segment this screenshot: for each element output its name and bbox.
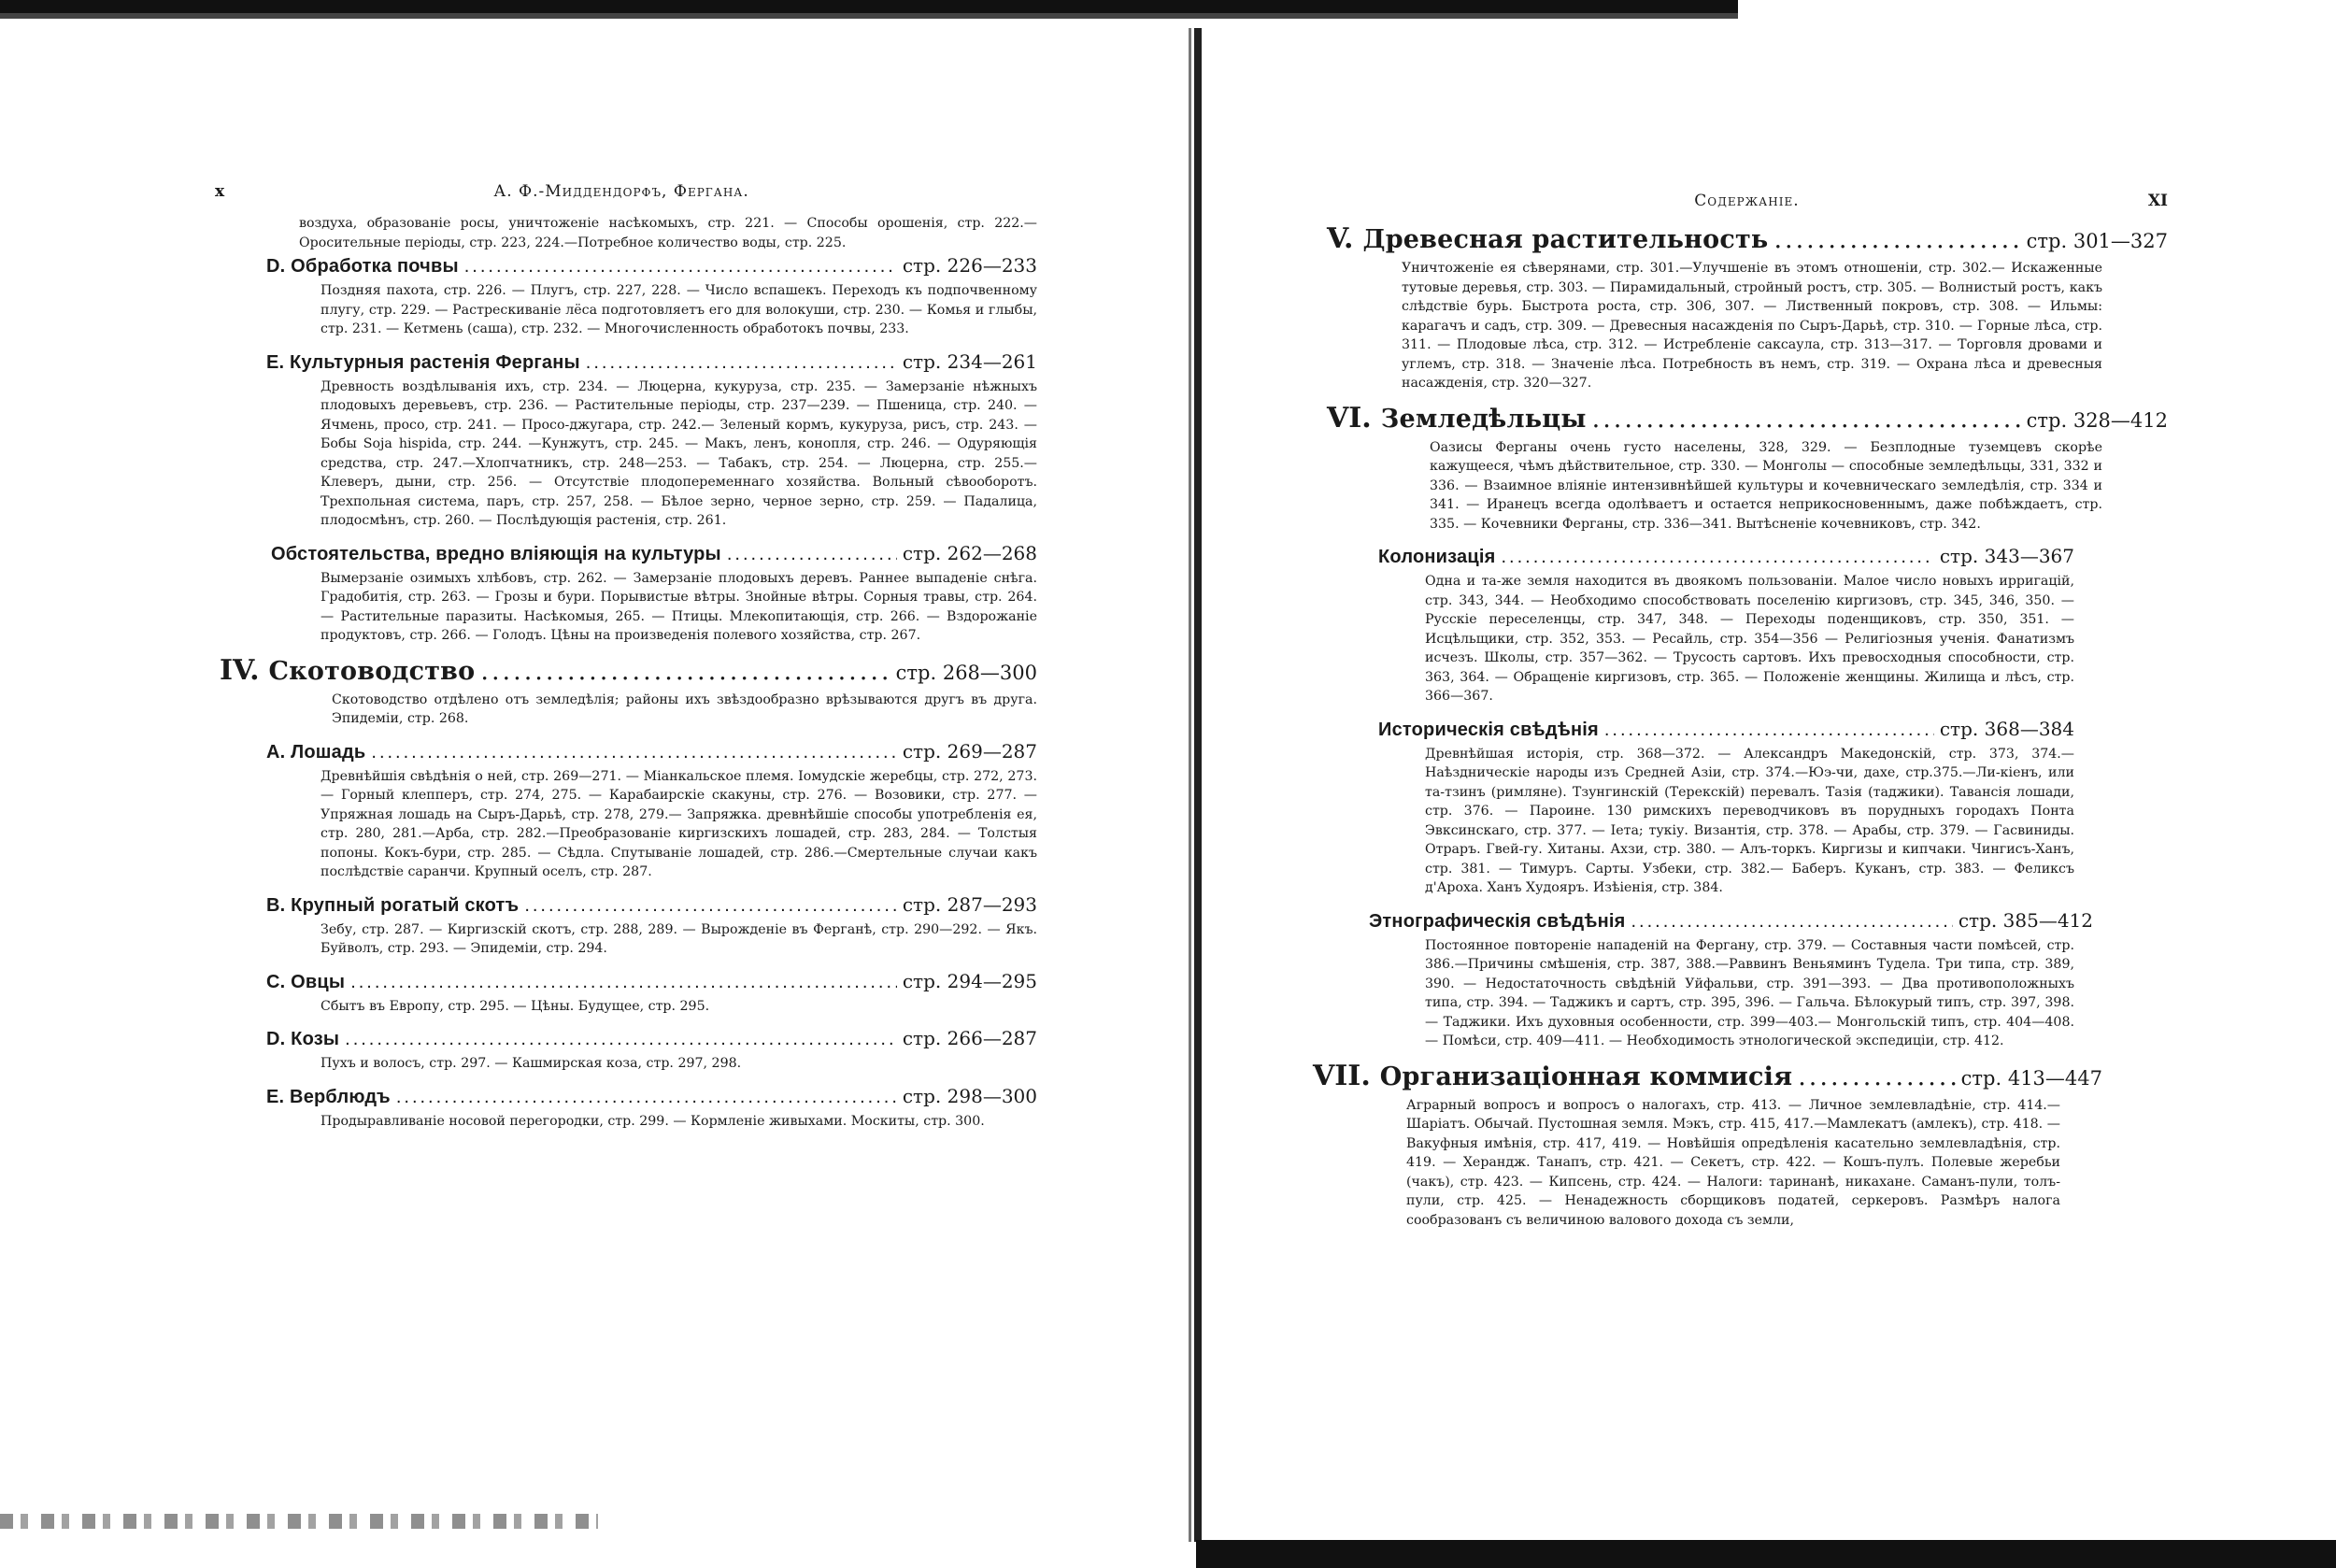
toc-chapter-iv[interactable] (220, 655, 1037, 729)
entry-pages: стр. 287—293 (902, 892, 1037, 916)
toc-chapter-vi[interactable] (1327, 403, 2168, 535)
entry-label: Историческія свѣдѣнія (1378, 719, 1599, 740)
entry-pages: стр. 262—268 (902, 541, 1037, 564)
entry-label: Обстоятельства, вредно вліяющія на культуры (271, 543, 721, 564)
chapter-text: Скотоводство отдѣлено отъ земледѣлія; районы ихъ звѣздообразно врѣзываются другъ въ друга. Эпидеміи, стр. 268. (332, 691, 1037, 726)
toc-entry-obstoyatelstva[interactable] (271, 540, 1037, 646)
chapter-numeral: VI. (1327, 401, 1372, 435)
scan-bottom-noise (0, 1514, 598, 1529)
entry-pages: стр. 368—384 (1939, 717, 2074, 740)
toc-entry-ovtsy[interactable] (266, 968, 1037, 1017)
chapter-pages: стр. 301—327 (2026, 230, 2168, 252)
toc-entry-kulturnye[interactable] (266, 349, 1037, 531)
left-page-number: x (215, 182, 225, 201)
chapter-label: Скотоводство (268, 656, 476, 686)
left-running-title: А. Ф.-Миддендорфъ, Фергана. (493, 182, 749, 201)
entry-label: D. Козы (266, 1029, 340, 1049)
entry-text: Вымерзаніе озимыхъ хлѣбовъ, стр. 262. — Замерзаніе плодовыхъ деревъ. Раннее выпаденіе снѣга. Градобитія, стр. 263. — Грозы и бури. Порывистые вѣтры. Знойные вѣтры. Сорныя травы, стр. 264. — Растительные паразиты. Насѣкомыя, 265. — Птицы. Млекопитающія, стр. 266. — Вздорожаніе продуктовъ, стр. 266. — Голодъ. Цѣны на произведенія полевого хозяйства, стр. 267. (320, 570, 1037, 643)
entry-text: Сбытъ въ Европу, стр. 295. — Цѣны. Будущее, стр. 295. (320, 998, 710, 1014)
entry-pages: стр. 269—287 (902, 739, 1037, 763)
entry-pages: стр. 343—367 (1939, 545, 2074, 567)
entry-pages: стр. 385—412 (1958, 908, 2093, 932)
entry-text: Продыравливаніе носовой перегородки, стр. 299. — Кормленіе живыхами. Москиты, стр. 300. (320, 1113, 985, 1129)
book-gutter (1194, 28, 1202, 1542)
entry-label: Колонизація (1378, 547, 1496, 567)
entry-label: Этнографическія свѣдѣнія (1369, 910, 1626, 932)
chapter-numeral: VII. (1313, 1059, 1371, 1092)
entry-label: D. Обработка почвы (266, 256, 459, 277)
chapter-text: Аграрный вопросъ и вопросъ о налогахъ, стр. 413. — Личное землевладѣніе, стр. 414.—Шаріатъ. Обычай. Пустошная земля. Мэкъ, стр. 415, 417.—Мамлекатъ (амлекъ), стр. 418. — Вакуфныя имѣнія, стр. 417, 419. — Новѣйшія опредѣленія касательно землевладѣнія, стр. 419. — Херандж. Танапъ, стр. 421. — Секетъ, стр. 422. — Кошъ-пулъ. Полевые жеребьи (чакъ), стр. 423. — Кипсень, стр. 424. — Налоги: таринанѣ, никахане. Саманъ-пули, толъ-пули, стр. 425. — Ненадежность сборщиковъ податей, серкеровъ. Размѣръ налога сообразованъ съ величиною валового дохода съ земли, (1406, 1097, 2060, 1228)
chapter-pages: стр. 328—412 (2026, 408, 2168, 432)
left-page (215, 182, 1037, 1140)
entry-text: Древность воздѣлыванія ихъ, стр. 234. — Люцерна, кукуруза, стр. 235. — Замерзаніе нѣжныхъ плодовыхъ деревьевъ, стр. 236. — Растительные періоды, стр. 237—239. — Пшеница, стр. 240. — Ячмень, просо, стр. 241. — Просо-джугара, стр. 242.— Зеленый кормъ, кукуруза, рисъ, стр. 243. — Бобы Soja hispida, стр. 244. —Кунжутъ, стр. 245. — Макъ, ленъ, конопля, стр. 246. — Одуряющія средства, стр. 247.—Хлопчатникъ, стр. 248—253. — Табакъ, стр. 254. — Люцерна, стр. 255.— Клеверъ, дыни, стр. 256. — Отсутствіе плодопеременнаго хозяйства. Вольный сѣвооборотъ. Трехпольная система, паръ, стр. 257, 258. — Бѣлое зерно, черное зерно, стр. 259. — Падалица, плодосмѣнъ, стр. 260. — Послѣдующія растенія, стр. 261. (320, 378, 1037, 528)
entry-label: E. Культурныя растенія Ферганы (266, 351, 580, 373)
chapter-text: Оазисы Ферганы очень густо населены, 328, 329. — Безплодные туземцевъ скорѣе кажущееся, чѣмъ дѣйствительное, стр. 330. — Монголы — способные земледѣльцы, 331, 332 и 336. — Взаимное вліяніе интензивнѣйшей культуры и кочевническаго земледѣлія, стр. 334 и 341. — Иранецъ всегда одолѣваетъ и остается неприкосновеннымъ, даже побѣждаетъ, стр. 335. — Кочевники Ферганы, стр. 336—341. Вытѣсненіе кочевниковъ, стр. 342. (1430, 439, 2102, 532)
toc-entry-obrabotka[interactable] (266, 252, 1037, 339)
toc-entry-skot[interactable] (266, 891, 1037, 959)
entry-label: C. Овцы (266, 971, 346, 992)
toc-entry-etnograficheskie[interactable] (1369, 907, 2093, 1051)
chapter-numeral: V. (1327, 222, 1354, 255)
entry-text: Поздняя пахота, стр. 226. — Плугъ, стр. 227, 228. — Число вспашекъ. Переходъ къ подпочвенному плугу, стр. 229. — Растрескиваніе лёса подготовляетъ его для волокуши, стр. 230. — Комья и глыбы, стр. 231. — Кетмень (саша), стр. 232. — Многочисленность обработокъ почвы, 233. (320, 283, 1037, 336)
toc-entry-kolonizatsiya[interactable] (1378, 543, 2074, 706)
right-running-head (1327, 192, 2168, 210)
toc-entry-verblyud[interactable] (266, 1083, 1037, 1132)
scan-bottom-edge (1196, 1540, 2336, 1568)
entry-pages: стр. 234—261 (902, 349, 1037, 373)
toc-entry-istoricheskie[interactable] (1378, 716, 2074, 898)
entry-text: Древнѣйшія свѣдѣнія о ней, стр. 269—271. — Міанкальское племя. Іомудскіе жеребцы, стр. 272, 273. — Горный клепперъ, стр. 274, 275. — Карабаирскіе скакуны, стр. 276. — Возовики, стр. 277. — Упряжная лошадь на Сыръ-Дарьѣ, стр. 278, 279.— Запряжка. древнѣйшіе способы употребленія ея, стр. 280, 281.—Арба, стр. 282.—Преобразованіе киргизскихъ лошадей, стр. 283, 284. — Толстыя попоны. Кокъ-бури, стр. 285. — Сѣдла. Спутываніе лошадей, стр. 286.—Смертельные случаи какъ послѣдствіе саранчи. Крупный оселъ, стр. 287. (320, 768, 1037, 879)
entry-pages: стр. 266—287 (902, 1027, 1037, 1049)
entry-text: Древнѣйшая исторія, стр. 368—372. — Александръ Македонскій, стр. 373, 374.— Наѣздническіе народы изъ Средней Азіи, стр. 374.—Юэ-чи, дахе, стр.375.—Ли-кіенъ, или та-тзинъ (римляне). Тзунгинскій (Терекскій) перевалъ. Тазія (таджики). Тавансія лошади, стр. 376. — Пароине. 130 римскихъ переводчиковъ въ порудныхъ городахъ Понта Эвксинскаго, стр. 377. — Іета; тукіу. Византія, стр. 378. — Арабы, стр. 379. — Гасвиниды. Отраръ. Гвей-гу. Хитаны. Ахзи, стр. 380. — Алъ-торкъ. Киргизы и кипчаки. Чингисъ-Ханъ, стр. 381. — Тимуръ. Сарты. Узбеки, стр. 382.— Баберъ. Куканъ, стр. 383. — Феликсъ д'Ароха. Ханъ Худояръ. Изѣіенія, стр. 384. (1425, 746, 2074, 895)
chapter-pages: стр. 413—447 (1960, 1066, 2102, 1090)
entry-text: Постоянное повтореніе нападеній на Фергану, стр. 379. — Составныя части помѣсей, стр. 386.—Причины смѣшенія, стр. 387, 388.—Раввинъ Веньяминъ Тудела. Три типа, стр. 389, 390. — Недостаточность свѣдѣній Уйфальви, стр. 391—393. — Два противоположныхъ типа, стр. 394. — Таджикъ и сартъ, стр. 395, 396. — Гальча. Бѣлокурый типъ, стр. 397, 398. — Таджики. Ихъ духовныя особенности, стр. 399—403.— Монгольскій типъ, стр. 404—408. — Помѣси, стр. 409—411. — Необходимость этнологической экспедиціи, стр. 412. (1425, 937, 2074, 1048)
left-intro (215, 214, 1037, 252)
chapter-label: Земледѣльцы (1380, 404, 1587, 434)
scan-top-edge (0, 0, 1738, 13)
book-gutter-shadow (1189, 28, 1191, 1542)
chapter-text: Уничтоженіе ея сѣверянами, стр. 301.—Улучшеніе въ этомъ отношеніи, стр. 302.— Искаженные тутовые деревья, стр. 303. — Пирамидальный, стройный ростъ, стр. 305. — Волнистый ростъ, какъ слѣдствіе бурь. Быстрота роста, стр. 306, 307. — Лиственный покровъ, стр. 308. — Ильмы: карагачъ и садъ, стр. 309. — Древесныя насажденія по Сыръ-Дарьѣ, стр. 310. — Горные лѣса, стр. 311. — Плодовые лѣса, стр. 312. — Истребленіе саксаула, стр. 313—317. — Торговля дровами и углемъ, стр. 318. — Значеніе лѣса. Потребность въ немъ, стр. 319. — Охрана лѣса и древесныя насажденія, стр. 320—327. (1402, 261, 2102, 391)
toc-entry-loshad[interactable] (266, 738, 1037, 882)
toc-chapter-v[interactable] (1327, 223, 2168, 393)
right-running-title: Содержаніе. (1694, 192, 1800, 210)
chapter-pages: стр. 268—300 (895, 661, 1037, 684)
entry-label: A. Лошадь (266, 741, 366, 763)
entry-label: E. Верблюдъ (266, 1086, 391, 1107)
entry-pages: стр. 298—300 (902, 1084, 1037, 1107)
chapter-label: Древесная растительность (1362, 225, 1769, 254)
scan-top-shadow (0, 13, 1738, 19)
entry-label: B. Крупный рогатый скотъ (266, 894, 520, 916)
left-running-head (215, 182, 1037, 201)
chapter-numeral: IV. (220, 653, 260, 687)
entry-text: Пухъ и волосъ, стр. 297. — Кашмирская коза, стр. 297, 298. (320, 1056, 742, 1071)
entry-pages: стр. 294—295 (902, 969, 1037, 992)
intro-text: воздуха, образованіе росы, уничтоженіе насѣкомыхъ, стр. 221. — Способы орошенія, стр. 222.—Оросительные періоды, стр. 223, 224.—Потребное количество воды, стр. 225. (299, 216, 1037, 250)
toc-entry-kozy[interactable] (266, 1025, 1037, 1074)
entry-text: Одна и та-же земля находится въ двоякомъ пользованіи. Малое число новыхъ ирригацій, стр. 343, 344. — Необходимо способствовать поселенію киргизовъ, стр. 345, 346, 350. — Русскіе переселенцы, стр. 347, 348. — Переходы поденщиковъ, стр. 350, 351. — Исцѣльщики, стр. 352, 353. — Ресайль, стр. 354—356 — Религіозныя ученія. Фанатизмъ исчезъ. Школы, стр. 357—362. — Трусость сартовъ. Ихъ превосходныя способности, стр. 363, 364. — Обращеніе киргизовъ, стр. 365. — Положеніе женщины. Жилища и лѣсъ, стр. 366—367. (1425, 574, 2074, 704)
toc-chapter-vii[interactable] (1313, 1061, 2102, 1231)
entry-text: Зебу, стр. 287. — Киргизскій скотъ, стр. 288, 289. — Вырожденіе въ Ферганѣ, стр. 290—292. — Якъ. Буйволъ, стр. 293. — Эпидеміи, стр. 294. (320, 921, 1037, 956)
entry-pages: стр. 226—233 (902, 254, 1037, 277)
right-page-number: XI (2147, 192, 2168, 210)
chapter-label: Организаціонная коммисія (1379, 1062, 1793, 1091)
right-page (1313, 192, 2168, 1239)
